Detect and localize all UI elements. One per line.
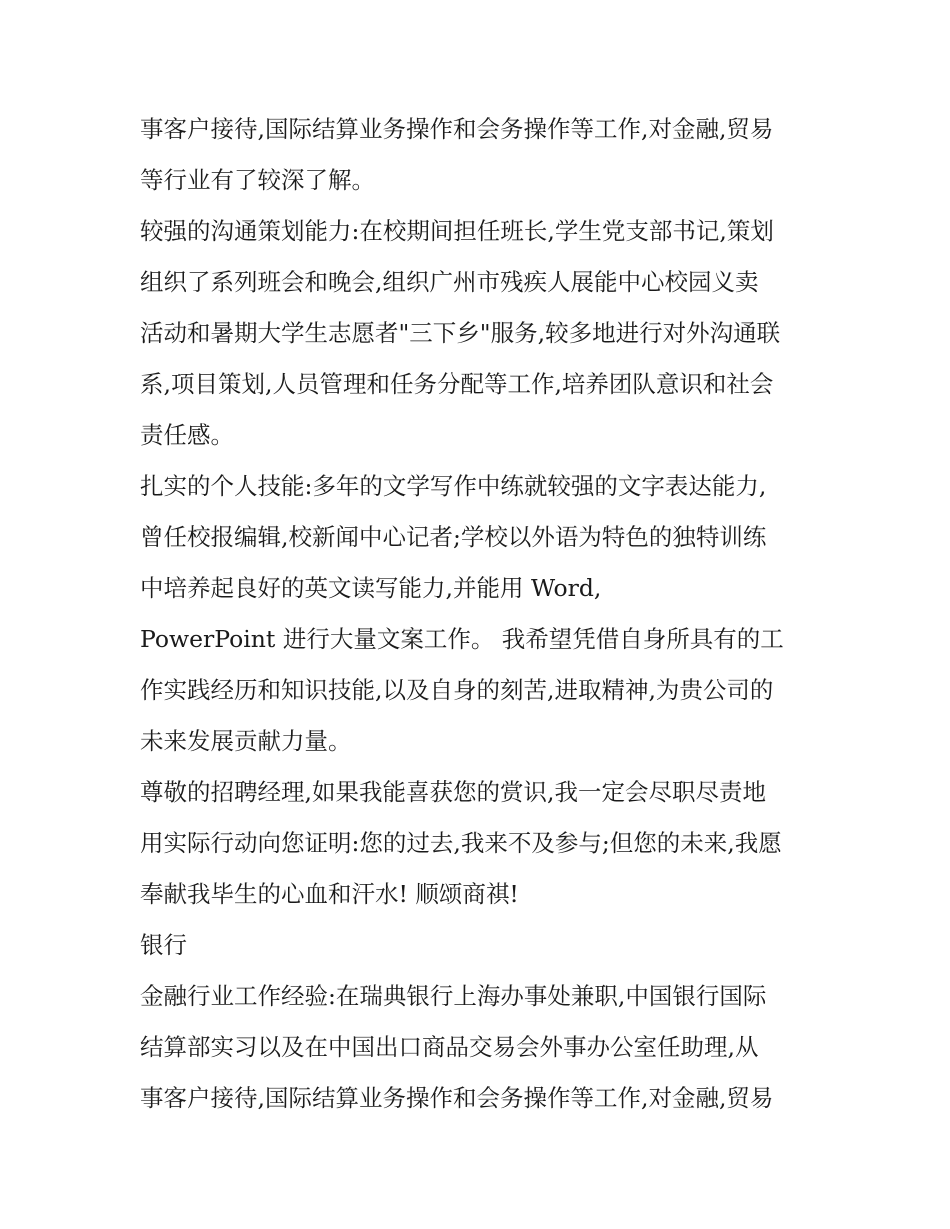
text-line: 系,项目策划,人员管理和任务分配等工作,培养团队意识和社会	[140, 370, 774, 398]
text-line: 活动和暑期大学生志愿者"三下乡"服务,较多地进行对外沟通联	[140, 319, 781, 347]
text-line: 较强的沟通策划能力:在校期间担任班长,学生党支部书记,策划	[140, 217, 774, 245]
text-line: 未来发展贡献力量。	[140, 727, 352, 755]
text-line: 尊敬的招聘经理,如果我能喜获您的赏识,我一定会尽职尽责地	[140, 778, 766, 806]
text-line: 责任感。	[140, 421, 234, 449]
text-line: 金融行业工作经验:在瑞典银行上海办事处兼职,中国银行国际	[140, 982, 767, 1010]
text-line: 事客户接待,国际结算业务操作和会务操作等工作,对金融,贸易	[140, 115, 774, 143]
text-line: 中培养起良好的英文读写能力,并能用 Word,	[140, 574, 602, 602]
text-line: 银行	[140, 931, 187, 959]
text-line: 等行业有了较深了解。	[140, 166, 375, 194]
text-line: 组织了系列班会和晚会,组织广州市残疾人展能中心校园义卖	[140, 268, 759, 296]
text-line: PowerPoint 进行大量文案工作。 我希望凭借自身所具有的工	[140, 625, 784, 653]
text-line: 奉献我毕生的心血和汗水! 顺颂商祺!	[140, 880, 519, 908]
text-line: 作实践经历和知识技能,以及自身的刻苦,进取精神,为贵公司的	[140, 676, 774, 704]
text-line: 曾任校报编辑,校新闻中心记者;学校以外语为特色的独特训练	[140, 523, 767, 551]
text-line: 扎实的个人技能:多年的文学写作中练就较强的文字表达能力,	[140, 472, 767, 500]
text-line: 用实际行动向您证明:您的过去,我来不及参与;但您的未来,我愿	[140, 829, 782, 857]
document-body	[140, 104, 820, 1124]
text-line: 结算部实习以及在中国出口商品交易会外事办公室任助理,从	[140, 1033, 759, 1061]
text-line: 事客户接待,国际结算业务操作和会务操作等工作,对金融,贸易	[140, 1084, 774, 1112]
